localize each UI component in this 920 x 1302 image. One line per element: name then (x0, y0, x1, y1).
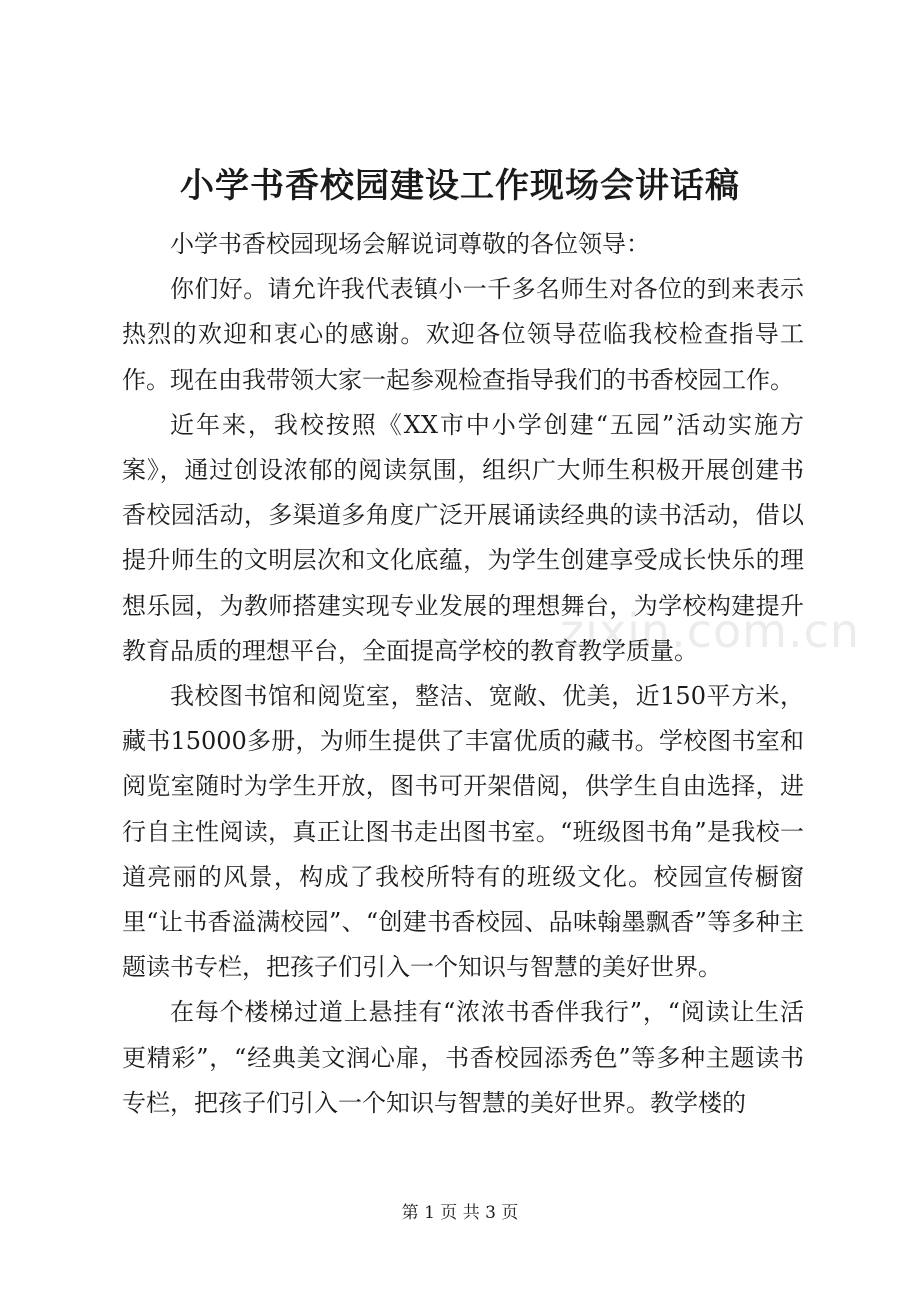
paragraph-library: 我校图书馆和阅览室，整洁、宽敞、优美，近150平方米，藏书15000多册，为师生提供了丰富优质的藏书。学校图书室和阅览室随时为学生开放，图书可开架借阅，供学生自由选择，进行自主性阅读，真正让图书走出图书室。“班级图书角”是我校一道亮丽的风景，构成了我校所特有的班级文化。校园宣传橱窗里“让书香溢满校园”、“创建书香校园、品味翰墨飘香”等多种主题读书专栏，把孩子们引入一个知识与智慧的美好世界。 (122, 682, 804, 982)
paragraph-salutation: 小学书香校园现场会解说词尊敬的各位领导： (170, 230, 650, 258)
paragraph-greeting: 你们好。请允许我代表镇小一千多名师生对各位的到来表示热烈的欢迎和衷心的感谢。欢迎各位领导莅临我校检查指导工作。现在由我带领大家一起参观检查指导我们的书香校园工作。 (122, 275, 804, 394)
page-footer: 第 1 页 共 3 页 (401, 1203, 519, 1223)
watermark: zixin.com.cn (560, 604, 861, 658)
page-title: 小学书香校园建设工作现场会讲话稿 (180, 166, 740, 206)
paragraph-background: 近年来，我校按照《XX市中小学创建“五园”活动实施方案》，通过创设浓郁的阅读氛围，组织广大师生积极开展创建书香校园活动，多渠道多角度广泛开展诵读经典的读书活动，借以提升师生的文明层次和文化底蕴，为学生创建享受成长快乐的理想乐园，为教师搭建实现专业发展的理想舞台，为学校构建提升教育品质的理想平台，全面提高学校的教育教学质量。 (122, 410, 804, 665)
document-body (122, 222, 804, 1126)
paragraph-stairways: 在每个楼梯过道上悬挂有“浓浓书香伴我行”，“阅读让生活更精彩”，“经典美文润心扉，书香校园添秀色”等多种主题读书专栏，把孩子们引入一个知识与智慧的美好世界。教学楼的 (122, 998, 804, 1117)
